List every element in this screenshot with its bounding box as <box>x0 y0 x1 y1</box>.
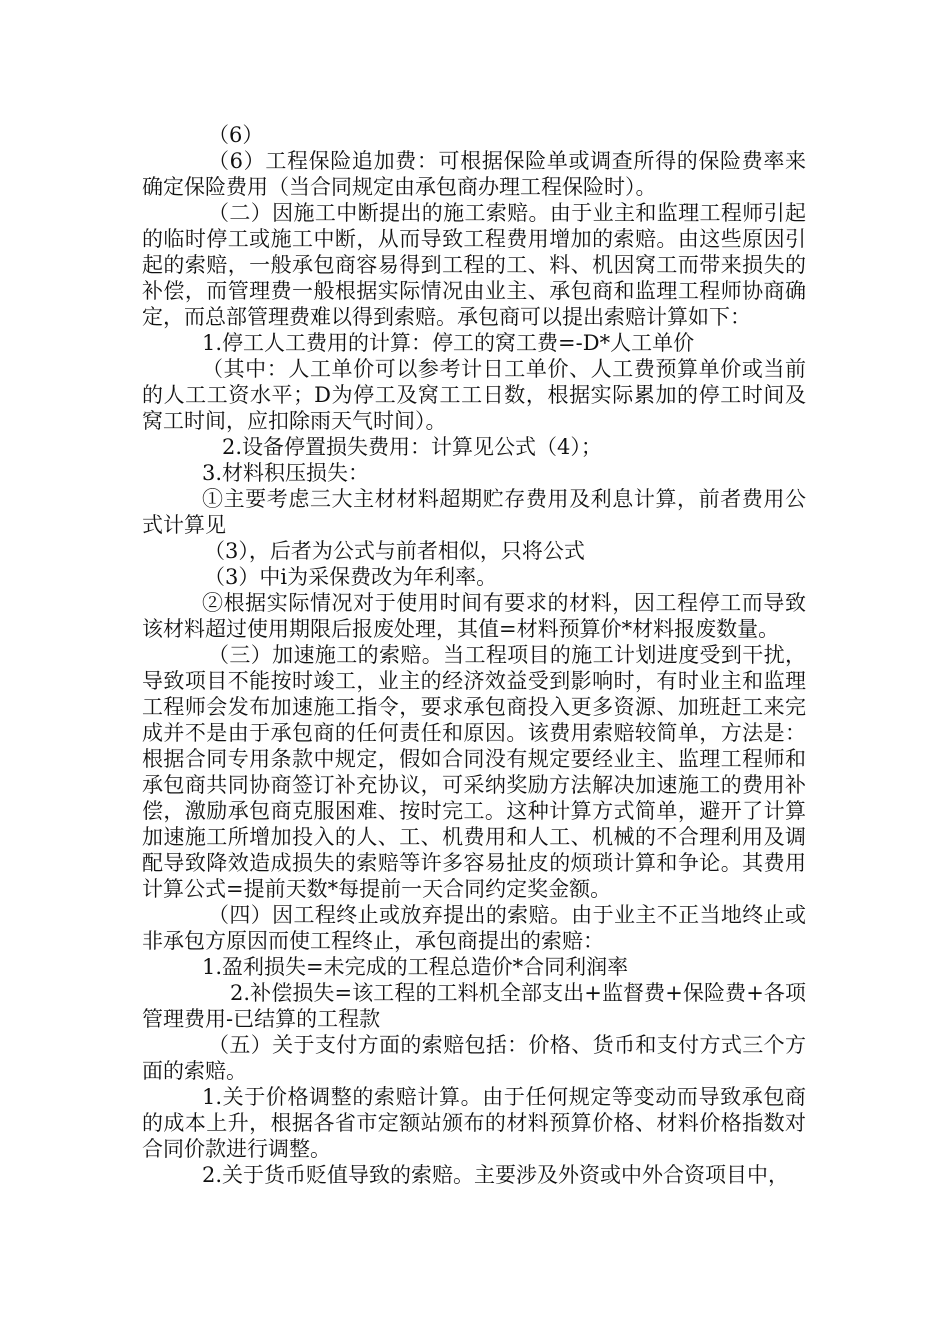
paragraph-13: （四）因工程终止或放弃提出的索赔。由于业主不正当地终止或非承包方原因而使工程终止，承包商提出的索赔： <box>142 903 806 953</box>
paragraph-6: 2.设备停置损失费用：计算见公式（4）； <box>222 435 602 459</box>
paragraph-14: 1.盈利损失=未完成的工程总造价*合同利润率 <box>202 955 629 979</box>
paragraph-11: ②根据实际情况对于使用时间有要求的材料，因工程停工而导致该材料超过使用期限后报废处理，其值=材料预算价*材料报废数量。 <box>142 591 806 641</box>
paragraph-16: （五）关于支付方面的索赔包括：价格、货币和支付方式三个方面的索赔。 <box>142 1033 806 1083</box>
paragraph-9: （3），后者为公式与前者相似，只将公式 <box>204 539 585 563</box>
paragraph-5: （其中：人工单价可以参考计日工单价、人工费预算单价或当前的人工工资水平；D为停工及窝工工日数，根据实际累加的停工时间及窝工时间，应扣除雨天气时间）。 <box>142 357 806 433</box>
paragraph-15: 2.补偿损失=该工程的工料机全部支出+监督费+保险费+各项管理费用-已结算的工程款 <box>142 981 806 1031</box>
paragraph-17: 1.关于价格调整的索赔计算。由于任何规定等变动而导致承包商的成本上升，根据各省市定额站颁布的材料预算价格、材料价格指数对合同价款进行调整。 <box>142 1085 806 1161</box>
document-body <box>142 122 806 1188</box>
paragraph-2: （6）工程保险追加费：可根据保险单或调查所得的保险费率来确定保险费用（当合同规定由承包商办理工程保险时）。 <box>142 149 806 199</box>
paragraph-10: （3）中i为采保费改为年利率。 <box>204 565 498 589</box>
paragraph-8: ①主要考虑三大主材材料超期贮存费用及利息计算，前者费用公式计算见 <box>142 487 806 537</box>
paragraph-4: 1.停工人工费用的计算：停工的窝工费=-D*人工单价 <box>202 331 695 355</box>
paragraph-3: （二）因施工中断提出的施工索赔。由于业主和监理工程师引起的临时停工或施工中断，从而导致工程费用增加的索赔。由这些原因引起的索赔，一般承包商容易得到工程的工、料、机因窝工而带来损失的补偿，而管理费一般根据实际情况由业主、承包商和监理工程师协商确定，而总部管理费难以得到索赔。承包商可以提出索赔计算如下： <box>142 201 806 329</box>
paragraph-12: （三）加速施工的索赔。当工程项目的施工计划进度受到干扰，导致项目不能按时竣工，业主的经济效益受到影响时，有时业主和监理工程师会发布加速施工指令，要求承包商投入更多资源、加班赶工来完成并不是由于承包商的任何责任和原因。该费用索赔较简单，方法是：根据合同专用条款中规定，假如合同没有规定要经业主、监理工程师和承包商共同协商签订补充协议，可采纳奖励方法解决加速施工的费用补偿，激励承包商克服困难、按时完工。这种计算方式简单，避开了计算加速施工所增加投入的人、工、机费用和人工、机械的不合理利用及调配导致降效造成损失的索赔等许多容易扯皮的烦琐计算和争论。其费用计算公式=提前天数*每提前一天合同约定奖金额。 <box>142 643 806 901</box>
paragraph-7: 3.材料积压损失： <box>202 461 370 485</box>
paragraph-18: 2.关于货币贬值导致的索赔。主要涉及外资或中外合资项目中， <box>202 1163 790 1187</box>
paragraph-1: （6） <box>208 123 264 147</box>
